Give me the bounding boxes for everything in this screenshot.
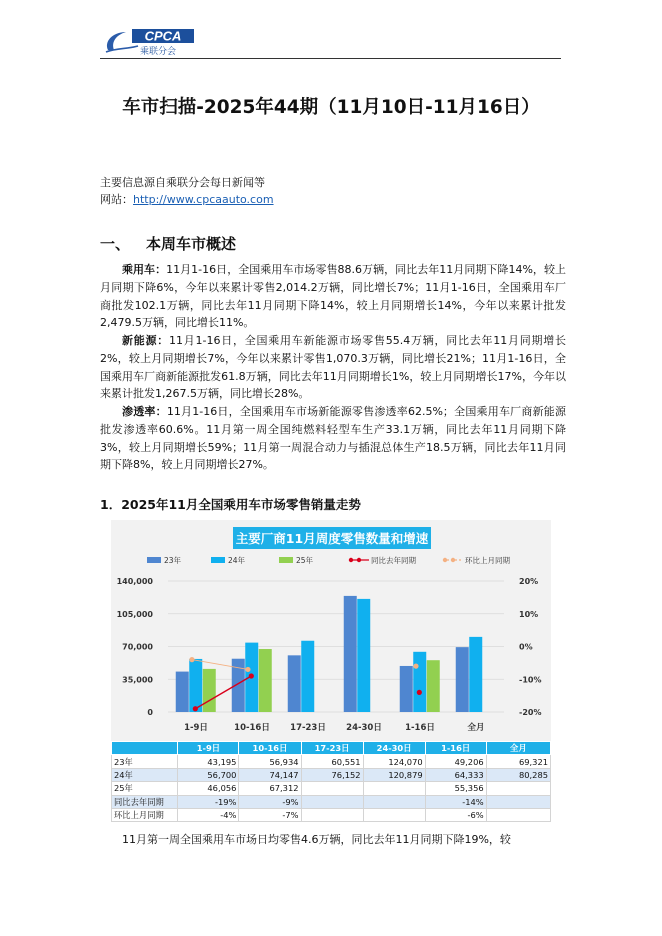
table-cell: -7%: [239, 808, 301, 821]
table-cell: 49,206: [425, 755, 486, 768]
bar-24年-全月: [469, 637, 482, 712]
bar-25年-1-16日: [427, 660, 440, 712]
table-cell: 120,879: [363, 768, 425, 781]
legend-swatch-24年: [211, 557, 225, 563]
table-cell: -14%: [425, 795, 486, 808]
table-cell: 43,195: [178, 755, 239, 768]
table-header-cell: 1-16日: [425, 742, 486, 755]
table-header-cell: 全月: [486, 742, 550, 755]
legend-label-25年: 25年: [296, 556, 314, 565]
table-row: [112, 768, 551, 781]
section-number: 一、: [100, 235, 131, 253]
table-cell: 76,152: [301, 768, 363, 781]
section-heading: [100, 233, 236, 254]
source-line: 主要信息源自乘联分会每日新闻等: [100, 176, 265, 189]
table-cell: [486, 795, 550, 808]
y-right-tick-label: 0%: [519, 642, 533, 652]
y-right-tick-label: 10%: [519, 609, 539, 619]
x-tick-label: 1-16日: [405, 723, 435, 733]
table-cell: [486, 782, 550, 795]
paragraph-text: 11月1-16日，全国乘用车市场新能源零售渗透率62.5%；全国乘用车厂商新能源批发渗透率60.6%。11月第一周全国纯燃料轻型车生产33.1万辆，同比去年11月同期下降3%，较上月同期增长59%；11月第一周混合动力与插混总体生产18.5万辆，同比去年11月同期下降8%，较上月同期增长27%。: [100, 405, 567, 472]
legend-label-23年: 23年: [164, 556, 182, 565]
table-cell: [301, 782, 363, 795]
table-cell: 46,056: [178, 782, 239, 795]
table-cell: -19%: [178, 795, 239, 808]
table-cell: [363, 808, 425, 821]
table-row: [112, 808, 551, 821]
table-cell: [486, 808, 550, 821]
table-cell: 124,070: [363, 755, 425, 768]
table-row: [112, 795, 551, 808]
paragraph-new-energy: [100, 332, 566, 403]
table-cell: 60,551: [301, 755, 363, 768]
y-left-tick-label: 70,000: [122, 642, 153, 652]
page-header: [100, 24, 561, 59]
x-tick-label: 1-9日: [184, 723, 208, 733]
point-环比上月同期: [245, 667, 250, 672]
point-同比去年同期: [249, 673, 254, 678]
table-row: [112, 755, 551, 768]
logo-sub-text: 乘联分会: [140, 47, 177, 56]
source-info: [100, 174, 274, 208]
table-cell: 56,934: [239, 755, 301, 768]
table-row-label: 24年: [112, 768, 178, 781]
table-cell: 55,356: [425, 782, 486, 795]
retail-data-table: [111, 741, 551, 822]
cpca-logo: [102, 26, 202, 56]
table-cell: [301, 808, 363, 821]
legend-dot-同比去年同期: [349, 558, 353, 562]
paragraph-text: 11月1-16日，全国乘用车新能源市场零售55.4万辆，同比去年11月同期增长2%，较上月同期增长7%，今年以来累计零售1,070.3万辆，同比增长21%；11月1-16日，全国乘用车厂商新能源批发61.8万辆，同比去年11月同期增长1%，较上月同期增长17%，今年以来累计批发1,267.5万辆，同比增长28%。: [100, 334, 567, 401]
bar-25年-1-9日: [203, 669, 216, 712]
website-label: 网站：: [100, 193, 133, 206]
y-left-tick-label: 105,000: [116, 609, 153, 619]
bar-24年-17-23日: [301, 641, 314, 712]
table-header-cell: 17-23日: [301, 742, 363, 755]
table-cell: [363, 782, 425, 795]
table-header-row: [112, 742, 551, 755]
legend-dot-环比上月同期: [451, 558, 455, 562]
point-同比去年同期: [193, 706, 198, 711]
x-tick-label: 10-16日: [234, 723, 270, 733]
paragraph-weekly: 11月第一周全国乘用车市场日均零售4.6万辆，同比去年11月同期下降19%，较: [122, 833, 511, 846]
y-right-tick-label: 20%: [519, 577, 539, 586]
x-tick-label: 全月: [467, 723, 485, 733]
bar-24年-1-9日: [189, 659, 202, 712]
table-cell: 64,333: [425, 768, 486, 781]
legend-dot-同比去年同期: [357, 558, 361, 562]
table-header-cell: 24-30日: [363, 742, 425, 755]
y-right-tick-label: -10%: [519, 675, 542, 685]
legend-swatch-25年: [279, 557, 293, 563]
website-link[interactable]: http://www.cpcaauto.com: [133, 193, 274, 206]
table-cell: [363, 795, 425, 808]
x-tick-label: 17-23日: [290, 723, 326, 733]
table-cell: -9%: [239, 795, 301, 808]
table-cell: -6%: [425, 808, 486, 821]
legend-label-环比上月同期: 环比上月同期: [465, 556, 510, 565]
table-header-cell: 1-9日: [178, 742, 239, 755]
bar-24年-1-16日: [413, 652, 426, 712]
chart-title: 主要厂商11月周度零售数量和增速: [235, 531, 429, 546]
table-row-label: 23年: [112, 755, 178, 768]
legend-label-24年: 24年: [228, 556, 246, 565]
retail-chart-svg: [111, 520, 551, 742]
table-cell: 56,700: [178, 768, 239, 781]
table-row-label: 同比去年同期: [112, 795, 178, 808]
table-cell: 67,312: [239, 782, 301, 795]
point-环比上月同期: [413, 664, 418, 669]
bar-23年-全月: [456, 647, 469, 712]
paragraph-text: 11月1-16日，全国乘用车市场零售88.6万辆，同比去年11月同期下降14%，较上月同期下降6%，今年以来累计零售2,014.2万辆，同比增长7%；11月1-16日，全国乘用车厂商批发102.1万辆，同比去年11月同期下降14%，较上月同期增长14%，今年以来累计批发2,479.5万辆，同比增长11%。: [100, 263, 566, 330]
subsection-heading: 1．2025年11月全国乘用车市场零售销量走势: [100, 497, 361, 512]
retail-chart: [111, 520, 551, 742]
bar-23年-1-16日: [400, 666, 413, 712]
cpca-logo-graphic: [102, 26, 202, 56]
y-left-tick-label: 35,000: [122, 675, 153, 685]
y-left-tick-label: 140,000: [116, 577, 153, 586]
table-row-label: 环比上月同期: [112, 808, 178, 821]
legend-label-同比去年同期: 同比去年同期: [371, 556, 416, 565]
y-left-tick-label: 0: [147, 708, 153, 717]
table-row: [112, 782, 551, 795]
bar-25年-10-16日: [259, 649, 272, 712]
table-header-cell: 10-16日: [239, 742, 301, 755]
bar-23年-24-30日: [344, 596, 357, 712]
table-row-label: 25年: [112, 782, 178, 795]
page-title: 车市扫描-2025年44期（11月10日-11月16日）: [122, 97, 540, 118]
point-环比上月同期: [189, 657, 194, 662]
table-cell: 74,147: [239, 768, 301, 781]
table-cell: 69,321: [486, 755, 550, 768]
bar-23年-1-9日: [176, 672, 189, 712]
table-cell: 80,285: [486, 768, 550, 781]
x-tick-label: 24-30日: [346, 723, 382, 733]
paragraph-penetration: [100, 403, 566, 474]
bar-23年-17-23日: [288, 655, 301, 712]
table-cell: [301, 795, 363, 808]
table-cell: -4%: [178, 808, 239, 821]
website-line: [100, 191, 274, 208]
logo-brand-text: CPCA: [144, 28, 182, 44]
legend-dot-环比上月同期: [443, 558, 447, 562]
paragraph-label: 乘用车：: [122, 263, 167, 276]
point-同比去年同期: [417, 690, 422, 695]
paragraph-passenger-car: [100, 261, 566, 332]
table-header-cell: [112, 742, 178, 755]
y-right-tick-label: -20%: [519, 708, 542, 717]
bar-24年-24-30日: [357, 599, 370, 712]
legend-swatch-23年: [147, 557, 161, 563]
section-title: 本周车市概述: [146, 235, 237, 253]
paragraph-label: 新能源：: [122, 334, 170, 347]
paragraph-label: 渗透率：: [122, 405, 167, 418]
